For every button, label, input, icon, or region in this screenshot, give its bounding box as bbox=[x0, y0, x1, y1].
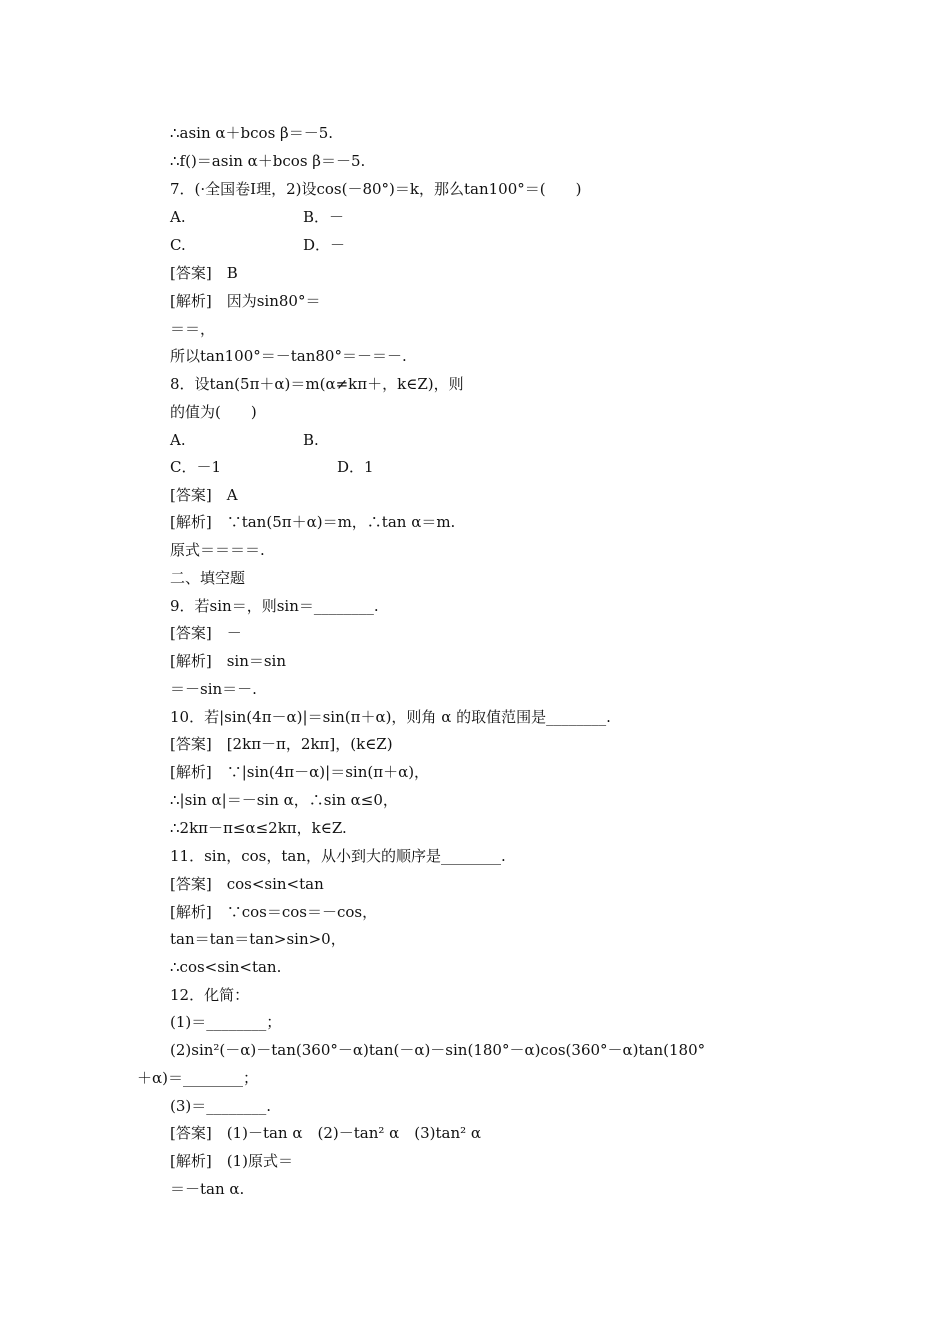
section-heading: 二、填空题 bbox=[170, 569, 246, 587]
analysis-line: [解析] ∵|sin(4π－α)|＝sin(π＋α)， bbox=[170, 763, 430, 781]
text-line: 原式＝＝＝＝. bbox=[170, 541, 265, 559]
option-b: B．－ bbox=[303, 208, 345, 226]
analysis-line: [解析] sin＝sin bbox=[170, 652, 287, 670]
option-c: C．－1 bbox=[170, 458, 222, 476]
analysis-line: [解析] ∵tan(5π＋α)＝m，∴tan α＝m. bbox=[170, 513, 456, 531]
text-line: tan＝tan＝tan>sin>0， bbox=[170, 930, 346, 948]
text-line: ＝－tan α. bbox=[170, 1180, 245, 1198]
text-line: ∴cos<sin<tan. bbox=[170, 958, 282, 976]
text-line: ∴f()＝asin α＋bcos β＝－5. bbox=[170, 152, 366, 170]
question-10: 10．若|sin(4π－α)|＝sin(π＋α)，则角 α 的取值范围是________. bbox=[170, 708, 611, 726]
option-b: B. bbox=[303, 431, 319, 449]
text-line: (1)＝________； bbox=[170, 1013, 282, 1031]
answer-line: [答案] A bbox=[170, 486, 238, 504]
analysis-line: [解析] (1)原式＝ bbox=[170, 1152, 293, 1170]
answer-line: [答案] (1)－tan α (2)－tan² α (3)tan² α bbox=[170, 1124, 482, 1142]
option-c: C. bbox=[170, 236, 186, 254]
answer-line: [答案] － bbox=[170, 624, 242, 642]
option-a: A. bbox=[170, 431, 186, 449]
question-11: 11．sin，cos，tan，从小到大的顺序是________. bbox=[170, 847, 506, 865]
text-line: 所以tan100°＝－tan80°＝－＝－. bbox=[170, 347, 407, 365]
analysis-line: [解析] ∵cos＝cos＝－cos， bbox=[170, 903, 378, 921]
text-line: ∴|sin α|＝－sin α，∴sin α≤0， bbox=[170, 791, 398, 809]
answer-line: [答案] [2kπ－π，2kπ]，(k∈Z) bbox=[170, 735, 393, 753]
text-line: ＝－sin＝－. bbox=[170, 680, 257, 698]
answer-line: [答案] cos<sin<tan bbox=[170, 875, 324, 893]
option-d: D．1 bbox=[337, 458, 374, 476]
text-line: ＋α)＝________； bbox=[137, 1069, 258, 1087]
text-line: ∴asin α＋bcos β＝－5. bbox=[170, 124, 334, 142]
text-line: (2)sin²(－α)－tan(360°－α)tan(－α)－sin(180°－α)cos(360°－α)tan(180° bbox=[170, 1041, 706, 1059]
question-12: 12．化简： bbox=[170, 986, 250, 1004]
option-a: A. bbox=[170, 208, 186, 226]
analysis-line: [解析] 因为sin80°＝ bbox=[170, 292, 321, 310]
question-7: 7．(·全国卷Ⅰ理，2)设cos(－80°)＝k，那么tan100°＝( ) bbox=[170, 180, 582, 198]
text-line: (3)＝________. bbox=[170, 1097, 272, 1115]
text-line: 的值为( ) bbox=[170, 403, 257, 421]
option-d: D．－ bbox=[303, 236, 346, 254]
question-8: 8．设tan(5π＋α)＝m(α≠kπ＋，k∈Z)，则 bbox=[170, 375, 464, 393]
text-line: ∴2kπ－π≤α≤2kπ，k∈Z. bbox=[170, 819, 347, 837]
text-line: ＝＝， bbox=[170, 320, 216, 338]
answer-line: [答案] B bbox=[170, 264, 238, 282]
question-9: 9．若sin＝，则sin＝________. bbox=[170, 597, 379, 615]
